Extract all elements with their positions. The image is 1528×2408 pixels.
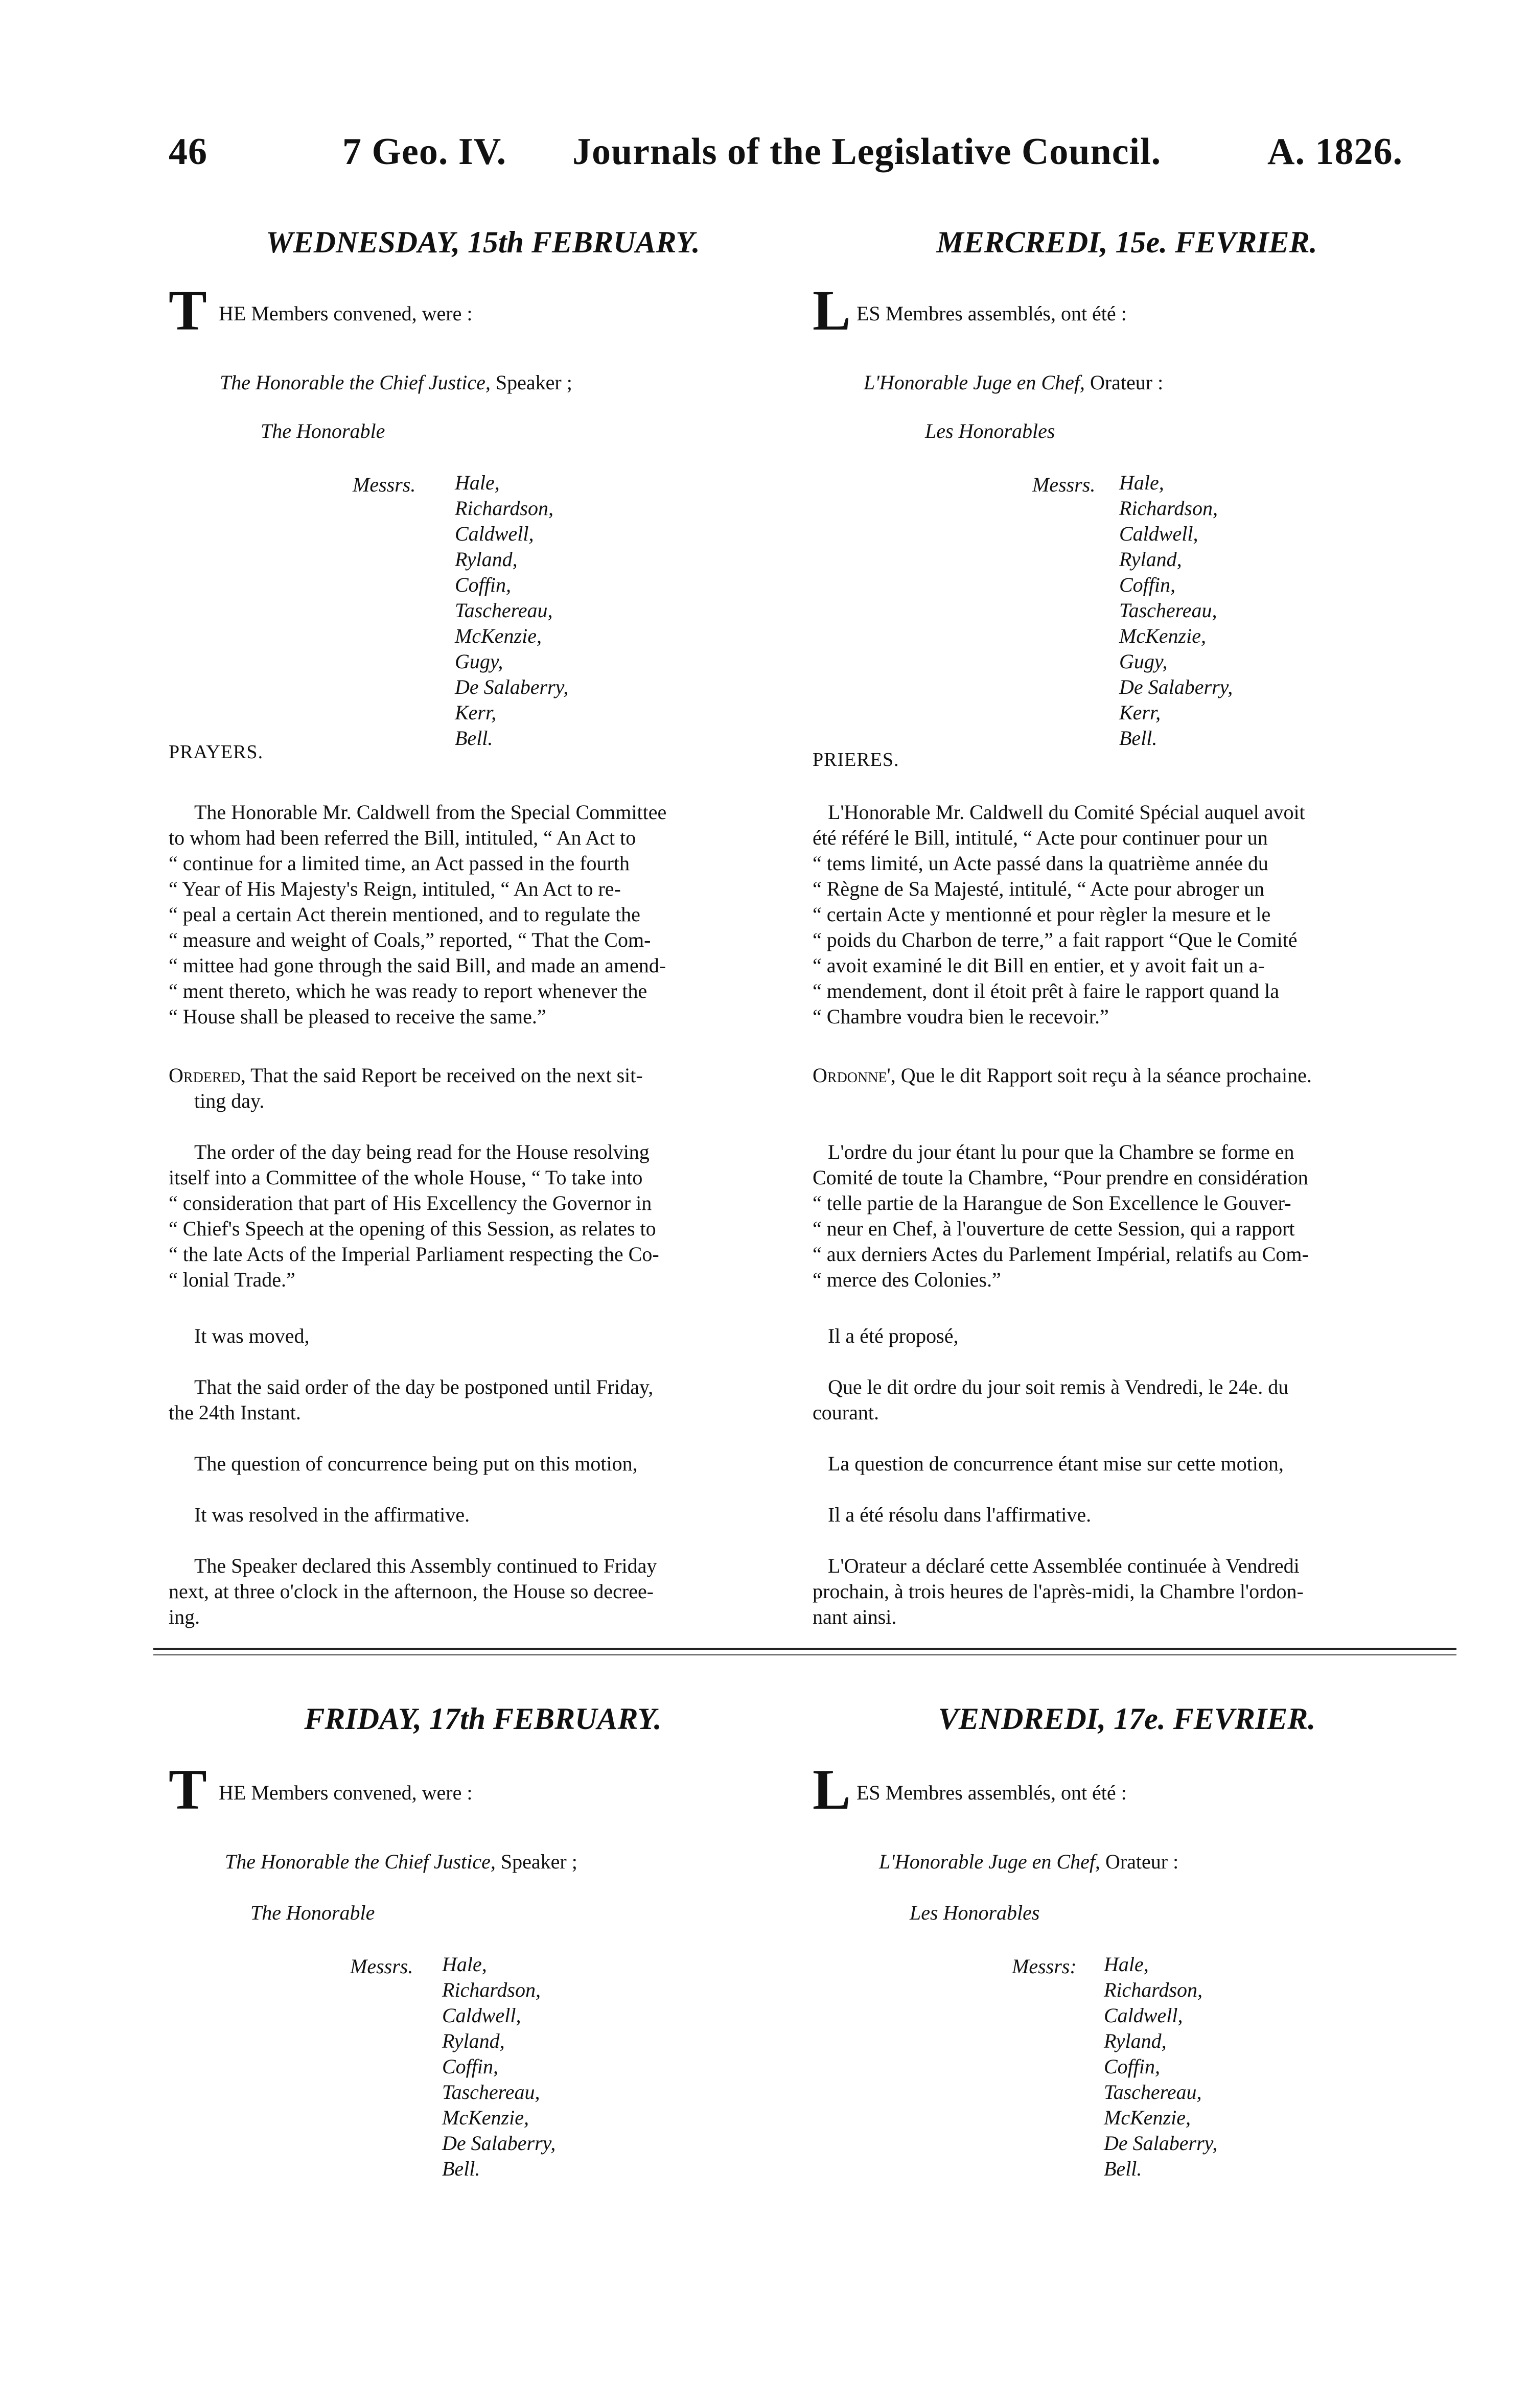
member-name: Hale, — [1104, 1953, 1149, 1976]
page-number: 46 — [169, 131, 207, 173]
member-name: Bell. — [455, 727, 493, 750]
ordered-paragraph — [813, 1063, 1441, 1088]
para-line: La question de concurrence étant mise sur cette motion, — [828, 1452, 1284, 1475]
committee-report-paragraph — [169, 800, 797, 1030]
para-line: ing. — [169, 1605, 200, 1628]
member-name: Caldwell, — [1104, 2004, 1183, 2027]
resolved-paragraph — [813, 1502, 1441, 1528]
para-line: “ aux derniers Actes du Parlement Impérial, relatifs au Com- — [813, 1243, 1309, 1266]
para-line: “ Chief's Speech at the opening of this Session, as relates to — [169, 1217, 656, 1240]
member-name: Bell. — [442, 2157, 480, 2180]
member-list — [455, 470, 568, 751]
member-name: De Salaberry, — [1119, 675, 1233, 698]
para-line: “ telle partie de la Harangue de Son Excellence le Gouver- — [813, 1191, 1291, 1214]
member-name: Richardson, — [442, 1978, 541, 2001]
day-heading: WEDNESDAY, 15th FEBRUARY. — [266, 225, 700, 259]
honorable-heading: The Honorable — [261, 419, 385, 442]
member-name: Ryland, — [455, 548, 518, 571]
member-name: De Salaberry, — [442, 2132, 556, 2155]
para-line: Il a été résolu dans l'affirmative. — [828, 1503, 1092, 1526]
postpone-paragraph — [169, 1374, 797, 1425]
day-heading: VENDREDI, 17e. FEVRIER. — [938, 1702, 1316, 1736]
section-divider-rule — [153, 1648, 1456, 1650]
speaker-line — [879, 1850, 1178, 1874]
para-line: next, at three o'clock in the afternoon, the House so decree- — [169, 1580, 654, 1603]
para-line: “ poids du Charbon de terre,” a fait rapport “Que le Comité — [813, 928, 1298, 951]
para-line: The Honorable Mr. Caldwell from the Special Committee — [194, 801, 667, 824]
para-line: That the said Report be received on the next sit- — [250, 1064, 643, 1087]
adjourn-paragraph — [813, 1553, 1441, 1630]
speaker-name: L'Honorable Juge en Chef, — [879, 1850, 1100, 1873]
running-header — [169, 130, 1426, 192]
para-line: “ measure and weight of Coals,” reported, “ That the Com- — [169, 928, 651, 951]
opening-text: ES Membres assemblés, ont été : — [856, 1781, 1127, 1804]
member-name: De Salaberry, — [1104, 2132, 1218, 2155]
section-divider-rule — [153, 1654, 1456, 1655]
member-name: De Salaberry, — [455, 675, 569, 698]
honorable-heading: Les Honorables — [925, 419, 1055, 442]
opening-text: ES Membres assemblés, ont été : — [856, 302, 1127, 325]
year: A. 1826. — [1267, 131, 1403, 173]
drop-cap: T — [169, 279, 207, 342]
member-name: Coffin, — [1104, 2055, 1161, 2078]
honorable-heading: The Honorable — [250, 1901, 375, 1924]
member-name: Taschereau, — [1104, 2080, 1202, 2103]
para-line: Que le dit ordre du jour soit remis à Vendredi, le 24e. du — [828, 1375, 1289, 1398]
para-line: That the said order of the day be postponed until Friday, — [194, 1375, 654, 1398]
para-line: “ consideration that part of His Excellency the Governor in — [169, 1191, 652, 1214]
member-name: Gugy, — [455, 650, 503, 673]
drop-cap: T — [169, 1758, 207, 1821]
para-line: The Speaker declared this Assembly continued to Friday — [194, 1554, 657, 1577]
para-line: itself into a Committee of the whole House, “ To take into — [169, 1166, 643, 1189]
question-paragraph — [813, 1451, 1441, 1477]
para-line: “ mendement, dont il étoit prêt à faire le rapport quand la — [813, 979, 1279, 1002]
member-list — [1104, 1952, 1217, 2182]
speaker-role: Speaker ; — [490, 371, 572, 394]
member-name: Ryland, — [1119, 548, 1182, 571]
journal-title: Journals of the Legislative Council. — [572, 131, 1162, 173]
member-name: McKenzie, — [1104, 2106, 1191, 2129]
member-name: Coffin, — [455, 573, 512, 596]
day-heading: FRIDAY, 17th FEBRUARY. — [304, 1702, 662, 1736]
para-line: L'Honorable Mr. Caldwell du Comité Spécial auquel avoit — [828, 801, 1305, 824]
member-name: Taschereau, — [1119, 599, 1217, 622]
member-name: Kerr, — [455, 701, 497, 724]
speaker-line — [225, 1850, 577, 1874]
resolved-paragraph — [169, 1502, 797, 1528]
speaker-role: Orateur : — [1084, 371, 1164, 394]
opening-text: HE Members convened, were : — [219, 1781, 473, 1804]
para-line: L'Orateur a déclaré cette Assemblée continuée à Vendredi — [828, 1554, 1300, 1577]
member-name: Hale, — [455, 471, 500, 494]
prayers-label: PRAYERS. — [169, 741, 264, 763]
para-line: “ avoit examiné le dit Bill en entier, et y avoit fait un a- — [813, 954, 1265, 977]
prayers-label: PRIERES. — [813, 749, 899, 770]
postpone-paragraph — [813, 1374, 1441, 1425]
member-name: Richardson, — [455, 497, 553, 520]
para-line: “ merce des Colonies.” — [813, 1268, 1001, 1291]
member-list — [1119, 470, 1233, 751]
committee-report-paragraph — [813, 800, 1441, 1030]
para-line: “ certain Acte y mentionné et pour règler la mesure et le — [813, 903, 1271, 926]
para-line: Il a été proposé, — [828, 1324, 959, 1347]
moved-paragraph — [813, 1323, 1441, 1349]
member-name: Ryland, — [442, 2029, 505, 2052]
drop-cap: L — [813, 279, 851, 342]
para-line: It was moved, — [194, 1324, 310, 1347]
para-line: courant. — [813, 1401, 879, 1424]
member-name: Ryland, — [1104, 2029, 1167, 2052]
para-line: “ tems limité, un Acte passé dans la quatrième année du — [813, 852, 1268, 875]
para-line: “ mittee had gone through the said Bill, and made an amend- — [169, 954, 666, 977]
moved-paragraph — [169, 1323, 797, 1349]
member-name: McKenzie, — [442, 2106, 529, 2129]
para-line: the 24th Instant. — [169, 1401, 301, 1424]
member-name: Taschereau, — [442, 2080, 540, 2103]
member-name: Caldwell, — [442, 2004, 521, 2027]
speaker-name: The Honorable the Chief Justice, — [225, 1850, 496, 1873]
member-name: Gugy, — [1119, 650, 1168, 673]
member-name: Caldwell, — [455, 522, 534, 545]
speaker-name: The Honorable the Chief Justice, — [220, 371, 491, 394]
member-list — [442, 1952, 555, 2182]
member-name: Coffin, — [1119, 573, 1176, 596]
member-name: Kerr, — [1119, 701, 1161, 724]
drop-cap: L — [813, 1758, 851, 1821]
speaker-line — [864, 370, 1163, 394]
para-line: prochain, à trois heures de l'après-midi, la Chambre l'ordon- — [813, 1580, 1304, 1603]
ordered-label: Ordonne', — [813, 1064, 896, 1087]
para-line: L'ordre du jour étant lu pour que la Chambre se forme en — [828, 1140, 1294, 1163]
member-name: McKenzie, — [455, 624, 542, 647]
para-line: Que le dit Rapport soit reçu à la séance prochaine. — [900, 1064, 1312, 1087]
opening-text: HE Members convened, were : — [219, 302, 473, 325]
member-name: Bell. — [1104, 2157, 1142, 2180]
para-line: “ neur en Chef, à l'ouverture de cette Session, qui a rapport — [813, 1217, 1295, 1240]
member-name: Hale, — [442, 1953, 487, 1976]
para-line: été référé le Bill, intitulé, “ Acte pour continuer pour un — [813, 826, 1268, 849]
para-line: to whom had been referred the Bill, intituled, “ An Act to — [169, 826, 636, 849]
messrs-label: Messrs. — [353, 473, 416, 496]
order-of-day-paragraph — [169, 1139, 797, 1293]
ordered-label: Ordered, — [169, 1064, 246, 1087]
para-line: “ Year of His Majesty's Reign, intituled, “ An Act to re- — [169, 877, 621, 900]
para-line: “ lonial Trade.” — [169, 1268, 295, 1291]
ordered-paragraph — [169, 1063, 797, 1114]
honorable-heading: Les Honorables — [910, 1901, 1040, 1924]
para-line: “ Règne de Sa Majesté, intitulé, “ Acte pour abroger un — [813, 877, 1265, 900]
para-line: The order of the day being read for the House resolving — [194, 1140, 650, 1163]
para-line: “ peal a certain Act therein mentioned, and to regulate the — [169, 903, 640, 926]
messrs-label: Messrs. — [350, 1955, 413, 1978]
member-name: Taschereau, — [455, 599, 553, 622]
para-line: “ the late Acts of the Imperial Parliament respecting the Co- — [169, 1243, 659, 1266]
reign: 7 Geo. IV. — [342, 131, 507, 173]
speaker-role: Speaker ; — [495, 1850, 577, 1873]
para-line: It was resolved in the affirmative. — [194, 1503, 470, 1526]
para-line: “ Chambre voudra bien le recevoir.” — [813, 1005, 1109, 1028]
para-line: Comité de toute la Chambre, “Pour prendre en considération — [813, 1166, 1308, 1189]
para-line: “ ment thereto, which he was ready to report whenever the — [169, 979, 647, 1002]
para-line: “ House shall be pleased to receive the same.” — [169, 1005, 546, 1028]
member-name: Bell. — [1119, 727, 1157, 750]
messrs-label: Messrs. — [1032, 473, 1096, 496]
member-name: Coffin, — [442, 2055, 499, 2078]
para-line: The question of concurrence being put on this motion, — [194, 1452, 638, 1475]
member-name: Caldwell, — [1119, 522, 1198, 545]
speaker-name: L'Honorable Juge en Chef, — [864, 371, 1085, 394]
para-line: nant ainsi. — [813, 1605, 897, 1628]
member-name: Hale, — [1119, 471, 1164, 494]
member-name: Richardson, — [1104, 1978, 1202, 2001]
question-paragraph — [169, 1451, 797, 1477]
speaker-line — [220, 370, 572, 394]
speaker-role: Orateur : — [1100, 1850, 1179, 1873]
order-of-day-paragraph — [813, 1139, 1441, 1293]
member-name: McKenzie, — [1119, 624, 1206, 647]
member-name: Richardson, — [1119, 497, 1218, 520]
messrs-label: Messrs: — [1012, 1955, 1077, 1978]
para-line: “ continue for a limited time, an Act passed in the fourth — [169, 852, 630, 875]
para-line: ting day. — [194, 1089, 265, 1112]
day-heading: MERCREDI, 15e. FEVRIER. — [936, 225, 1317, 259]
adjourn-paragraph — [169, 1553, 797, 1630]
